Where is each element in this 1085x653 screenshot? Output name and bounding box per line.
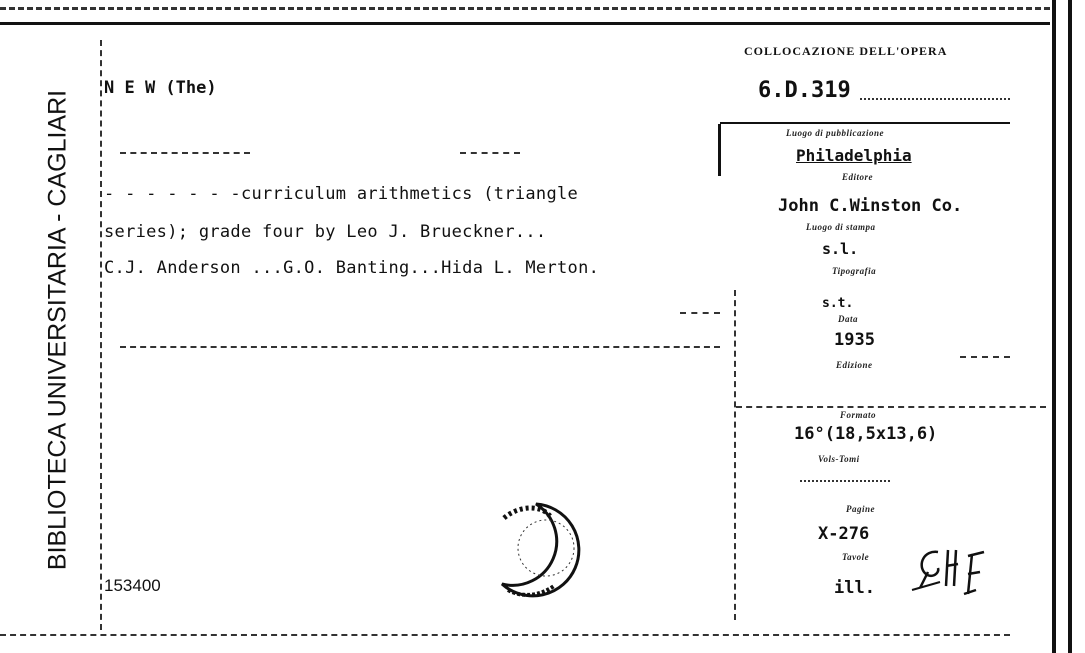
print-place-value: s.l.	[822, 240, 859, 258]
fields-divider	[734, 290, 736, 620]
library-stamp-text: BIBLIOTECA UNIVERSITARIA - CAGLIARI	[43, 89, 72, 571]
call-number-rule	[860, 98, 1010, 100]
left-margin-rule	[100, 40, 102, 630]
volumes-blank-line	[800, 480, 890, 482]
card-top-dashes	[0, 7, 1050, 10]
print-place-label: Luogo di stampa	[806, 222, 876, 232]
call-number: 6.D.319	[758, 78, 851, 103]
inventory-number: 153400	[104, 576, 161, 595]
handwritten-initials	[910, 546, 990, 602]
card-top-border	[0, 22, 1050, 25]
library-stamp	[43, 89, 72, 571]
card-right-edge-inner	[1068, 0, 1072, 653]
volumes-label: Vols-Tomi	[818, 454, 860, 464]
place-label: Luogo di pubblicazione	[786, 128, 885, 138]
entry-blank-line-3	[680, 312, 720, 314]
publisher-label: Editore	[842, 172, 874, 182]
format-label: Formato	[840, 410, 877, 420]
entry-heading: N E W (The)	[104, 78, 217, 98]
card-bottom-rule	[0, 634, 1010, 636]
plates-label: Tavole	[842, 552, 870, 562]
date-label: Data	[838, 314, 858, 324]
punch-hole	[488, 498, 584, 602]
fields-top-border	[720, 122, 1010, 124]
entry-title-line-3: C.J. Anderson ...G.O. Banting...Hida L. Merton.	[104, 258, 600, 278]
edition-label: Edizione	[836, 360, 873, 370]
pages-value: X-276	[818, 524, 870, 544]
plates-value: ill.	[834, 578, 875, 598]
printer-value: s.t.	[822, 296, 854, 311]
date-value: 1935	[834, 330, 875, 350]
edition-blank-line	[960, 356, 1010, 358]
pages-label: Pagine	[846, 504, 875, 514]
fields-mid-border	[736, 406, 1046, 408]
collocation-header: COLLOCAZIONE DELL'OPERA	[744, 44, 948, 58]
entry-title-line-1: - - - - - - -curriculum arithmetics (triangle	[104, 184, 579, 204]
entry-blank-line-4	[120, 346, 720, 348]
card-right-edge	[1052, 0, 1056, 653]
entry-blank-line-1	[120, 152, 250, 154]
place-value: Philadelphia	[796, 146, 912, 165]
fields-left-border	[718, 124, 721, 176]
printer-label: Tipografia	[832, 266, 877, 276]
entry-blank-line-2	[460, 152, 520, 154]
entry-title-line-2: series); grade four by Leo J. Brueckner...	[104, 222, 547, 242]
format-value: 16°(18,5x13,6)	[794, 424, 938, 444]
publisher-value: John C.Winston Co.	[778, 196, 963, 216]
